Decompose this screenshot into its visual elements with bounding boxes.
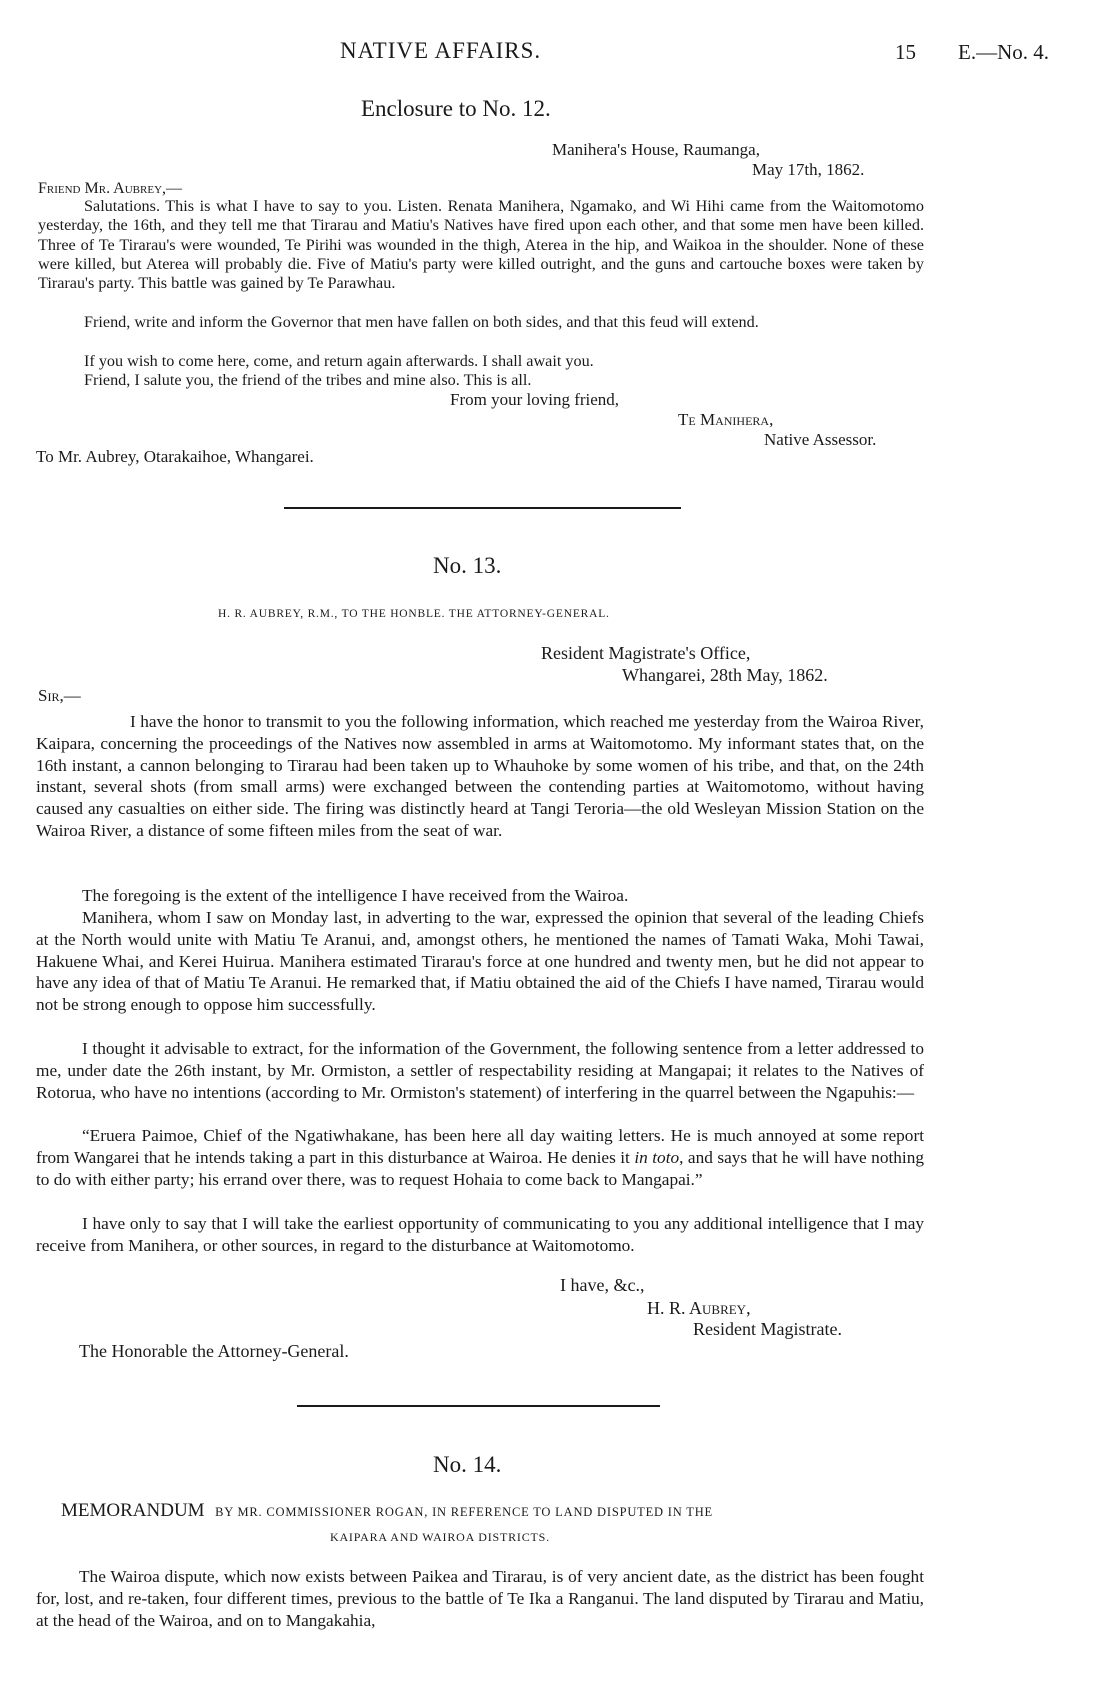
no13-quote-text-1: “Eruera Paimoe, Chief of the Ngatiwhakane, has been here all day waiting letters. He is much annoyed at some report from Wangarei that he intends taking a part in this disturbance at Wairoa. He denies it: [36, 1126, 924, 1167]
section-divider-2: [297, 1405, 660, 1407]
enclosure-address-line2: May 17th, 1862.: [752, 160, 865, 179]
enclosure-paragraph-4: Friend, I salute you, the friend of the tribes and mine also. This is all.: [84, 371, 532, 389]
no13-paragraph-2: The foregoing is the extent of the intelligence I have received from the Wairoa.: [82, 886, 629, 905]
enclosure-closing: From your loving friend,: [450, 390, 620, 409]
enclosure-signature-title: Native Assessor.: [764, 430, 877, 449]
no13-quote-text-2: , and says that he will have nothing to do with either party; his errand over there, was to request Hohaia to come back to Mangapai.”: [36, 1147, 924, 1189]
no13-closing: I have, &c.,: [560, 1275, 645, 1295]
enclosure-paragraph-2: Friend, write and inform the Governor that men have fallen on both sides, and that this feud will extend.: [84, 313, 759, 331]
no14-paragraph: The Wairoa dispute, which now exists between Paikea and Tirarau, is of very ancient date, as the district has been fought for, lost, and re-taken, four different times, previous to the battle of Te Ika a Ranganui. The land disputed by Tirarau and Matiu, at the head of the Wairoa, and on to Mangakahia,: [36, 1567, 924, 1630]
enclosure-heading: Enclosure to No. 12.: [361, 96, 551, 121]
enclosure-paragraph-3: If you wish to come here, come, and return again afterwards. I shall await you.: [84, 352, 594, 370]
no13-salutation: Sir,—: [38, 686, 81, 705]
no13-signature-title: Resident Magistrate.: [693, 1319, 842, 1339]
no13-addressee: The Honorable the Attorney-General.: [79, 1341, 349, 1361]
no14-subheading: [61, 1500, 713, 1522]
enclosure-paragraph-1: Salutations. This is what I have to say to you. Listen. Renata Manihera, Ngamako, and Wi Hihi came from the Waitomotomo yesterday, the 16th, and they tell me that Tirarau and Matiu's Natives have fired upon each other, and that some men have been killed. Three of Te Tirarau's were wounded, Te Pirihi was wounded in the thigh, Aterea in the hip, and Waikoa in the shoulder. None of these were killed, but Aterea will probably die. Five of Matiu's party were killed outright, and the guns and cartouche boxes were taken by Tirarau's party. This battle was gained by Te Parawhau.: [38, 197, 924, 293]
no14-subheading-line2: KAIPARA AND WAIROA DISTRICTS.: [330, 1530, 550, 1544]
no13-paragraph-4: I thought it advisable to extract, for the information of the Government, the following sentence from a letter addressed to me, under date the 26th instant, by Mr. Ormiston, a settler of respectability residing at Mangapai; it relates to the Natives of Rotorua, who have no intentions (according to Mr. Ormiston's statement) of interfering in the quarrel between the Ngapuhis:—: [36, 1039, 924, 1102]
no13-address-line1: Resident Magistrate's Office,: [541, 643, 751, 663]
section-divider: [284, 507, 681, 509]
no13-address-line2: Whangarei, 28th May, 1862.: [622, 665, 828, 685]
no13-paragraph-1: I have the honor to transmit to you the following information, which reached me yesterday from the Wairoa River, Kaipara, concerning the proceedings of the Natives now assembled in arms at Waitomotomo. My informant states that, on the 16th instant, a cannon belonging to Tirarau had been taken up to Whauhoke by some women of his tribe, and that, on the 24th instant, several shots (from small arms) were exchanged between the contending parties at Waitomotomo, without having caused any casualties on either side. The firing was distinctly heard at Tangi Teroria—the old Wesleyan Mission Station on the Wairoa River, a distance of some fifteen miles from the seat of war.: [36, 712, 924, 840]
no13-subheading: H. R. AUBREY, R.M., TO THE HONBLE. THE ATTORNEY-GENERAL.: [218, 608, 610, 620]
enclosure-addressee: To Mr. Aubrey, Otarakaihoe, Whangarei.: [36, 447, 314, 466]
no13-paragraph-5: I have only to say that I will take the earliest opportunity of communicating to you any additional intelligence that I may receive from Manihera, or other sources, in regard to the disturbance at Waitomotomo.: [36, 1214, 924, 1255]
enclosure-address-line1: Manihera's House, Raumanga,: [552, 140, 760, 159]
page-number: 15: [895, 40, 916, 64]
no13-quote: [36, 1125, 924, 1190]
running-title: NATIVE AFFAIRS.: [340, 38, 542, 63]
no13-heading: No. 13.: [433, 553, 502, 578]
no13-signature-name: H. R. Aubrey,: [647, 1298, 751, 1318]
enclosure-signature: Te Manihera,: [678, 410, 774, 429]
no13-signature: [647, 1298, 751, 1319]
no14-subheading-big: MEMORANDUM: [61, 1500, 205, 1521]
no13-quote-italic: in toto: [634, 1147, 680, 1167]
enclosure-salutation: Friend Mr. Aubrey,—: [38, 180, 183, 197]
no13-paragraph-3: Manihera, whom I saw on Monday last, in adverting to the war, expressed the opinion that several of the leading Chiefs at the North would unite with Matiu Te Aranui, and, amongst others, he mentioned the names of Tamati Waka, Mohi Tawai, Hakuene Whai, and Kerei Huirua. Manihera estimated Tirarau's force at one hundred and twenty men, but he did not appear to have any idea of that of Matiu Te Aranui. He remarked that, if Matiu obtained the aid of the Chiefs I have named, Tirarau would not be strong enough to oppose him successfully.: [36, 908, 924, 1015]
no14-subheading-rest: BY MR. COMMISSIONER ROGAN, IN REFERENCE TO LAND DISPUTED IN THE: [215, 1505, 713, 1519]
no14-heading: No. 14.: [433, 1452, 502, 1477]
document-reference: E.—No. 4.: [958, 40, 1049, 64]
